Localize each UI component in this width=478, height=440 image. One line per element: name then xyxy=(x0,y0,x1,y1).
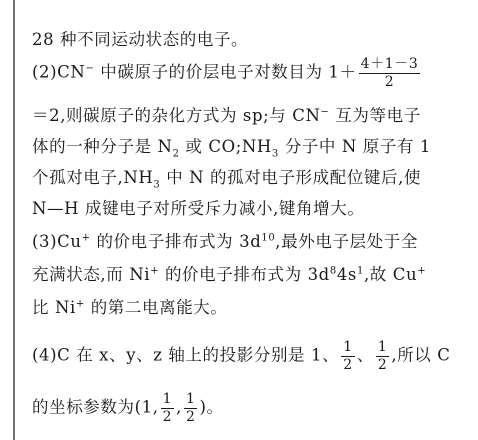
text-line-1: 28 种不同运动状态的电子。 xyxy=(32,30,249,49)
para3-line1 xyxy=(32,227,464,258)
para4-text: 的坐标参数为(1, xyxy=(32,397,159,417)
fraction-numerator: 1 xyxy=(185,391,196,407)
fraction xyxy=(161,392,175,424)
para3-text: (3)Cu xyxy=(32,232,82,251)
para4-text: ,所以 C xyxy=(391,345,451,365)
para4-text: )。 xyxy=(199,397,224,417)
para2-line2 xyxy=(32,101,464,132)
para2-text: (2)CN xyxy=(32,62,86,82)
fraction xyxy=(376,340,390,372)
para2-text: 中碳原子的价层电子对数目为 1＋ xyxy=(94,62,357,82)
superscript: 10 xyxy=(261,232,276,244)
subscript: 3 xyxy=(153,179,161,191)
superscript: 1 xyxy=(356,265,364,277)
para4-line2 xyxy=(32,392,464,424)
para4-text: (4)C 在 x、y、z 轴上的投影分别是 1、 xyxy=(32,345,340,365)
superscript: + xyxy=(81,232,91,244)
para2-text: 分子中 N 原子有 1 xyxy=(278,137,431,156)
para2-text: 体的一种分子是 N xyxy=(32,137,173,156)
superscript: − xyxy=(320,106,330,118)
superscript: + xyxy=(75,298,85,310)
para2-text: 中 N 的孤对电子形成配位键后,使 xyxy=(160,168,422,187)
para4-line1 xyxy=(32,340,464,372)
fraction-denominator: 2 xyxy=(343,356,353,373)
para3-line2 xyxy=(32,260,464,291)
para2-text: 或 CO;NH xyxy=(179,137,272,156)
left-margin-rule xyxy=(13,0,15,440)
para4-text: 、 xyxy=(356,345,374,365)
para2-text: 个孤对电子,NH xyxy=(32,168,154,187)
para3-line3 xyxy=(32,293,464,324)
para2-line5: N—H 成键电子对所受斥力减小,键角增大。 xyxy=(32,199,365,218)
superscript: 8 xyxy=(329,265,337,277)
para3-text: 4s xyxy=(336,265,357,284)
fraction xyxy=(359,57,421,89)
para3-text: 的第二电离能大。 xyxy=(84,298,228,317)
para2-text: 互为等电子 xyxy=(329,106,421,125)
superscript: + xyxy=(417,265,427,277)
fraction xyxy=(184,392,198,424)
fraction-denominator: 2 xyxy=(162,408,173,425)
para3-text: ,最外电子层处于全 xyxy=(275,232,418,251)
fraction xyxy=(341,340,355,372)
fraction-numerator: 1 xyxy=(343,339,353,355)
superscript: − xyxy=(85,63,95,75)
fraction-numerator: 1 xyxy=(377,339,388,355)
fraction-denominator: 2 xyxy=(377,356,388,373)
para3-text: ,故 Cu xyxy=(363,265,418,284)
para3-text: 比 Ni xyxy=(32,298,76,317)
para2-line3 xyxy=(32,132,464,163)
para2-line4 xyxy=(32,163,464,194)
para2-line1 xyxy=(32,57,464,89)
superscript: + xyxy=(150,265,160,277)
para3-text: 充满状态,而 Ni xyxy=(32,265,151,284)
para3-text: 的价电子排布式为 3d xyxy=(159,265,330,284)
para3-text: 的价电子排布式为 3d xyxy=(90,232,262,251)
fraction-denominator: 2 xyxy=(185,408,196,425)
para2-text: ＝2,则碳原子的杂化方式为 sp;与 CN xyxy=(32,106,321,125)
fraction-numerator: 4＋1－3 xyxy=(360,56,419,72)
subscript: 3 xyxy=(271,148,279,160)
para4-text: , xyxy=(176,397,182,417)
subscript: 2 xyxy=(172,148,180,160)
fraction-numerator: 1 xyxy=(162,391,173,407)
fraction-denominator: 2 xyxy=(384,73,395,90)
